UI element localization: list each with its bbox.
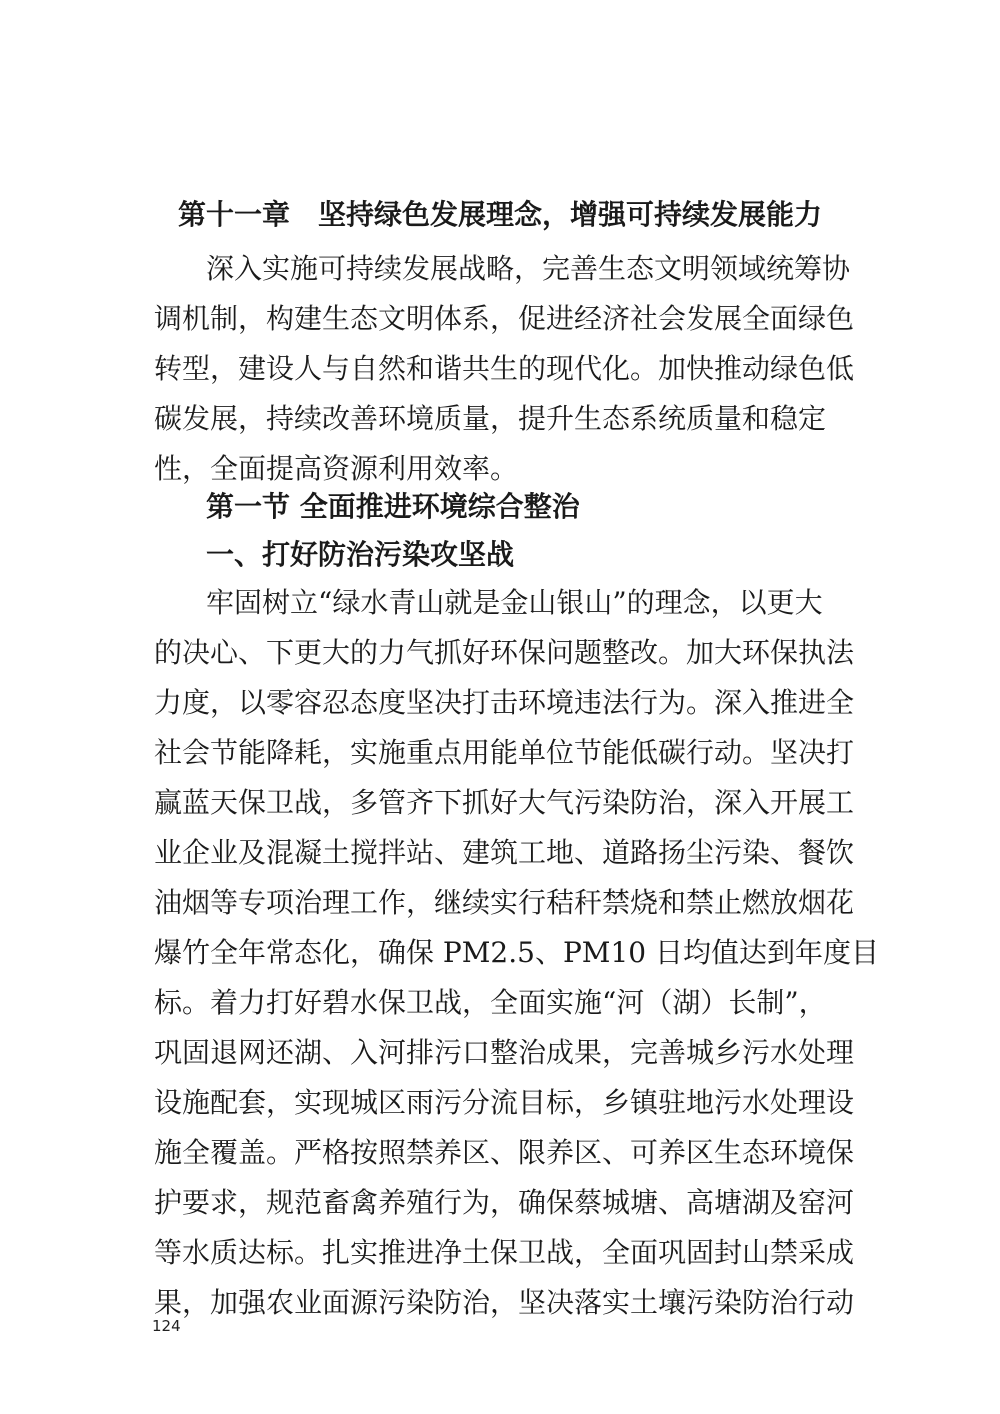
- paragraph-line: 等水质达标。扎实推进净土保卫战，全面巩固封山禁采成: [154, 1236, 855, 1269]
- paragraph-line: 护要求，规范畜禽养殖行为，确保蔡城塘、高塘湖及窑河: [154, 1186, 855, 1219]
- paragraph-line: 牢固树立“绿水青山就是金山银山”的理念，以更大: [206, 586, 823, 619]
- paragraph-line: 深入实施可持续发展战略，完善生态文明领域统筹协: [206, 252, 851, 285]
- paragraph-line: 力度，以零容忍态度坚决打击环境违法行为。深入推进全: [154, 686, 855, 719]
- paragraph-line: 性，全面提高资源利用效率。: [154, 452, 519, 485]
- paragraph-line: 碳发展，持续改善环境质量，提升生态系统质量和稳定: [154, 402, 827, 435]
- paragraph-line: 标。着力打好碧水保卫战，全面实施“河（湖）长制”，: [154, 986, 827, 1019]
- paragraph-line: 巩固退网还湖、入河排污口整治成果，完善城乡污水处理: [154, 1036, 855, 1069]
- paragraph-line: 赢蓝天保卫战，多管齐下抓好大气污染防治，深入开展工: [154, 786, 855, 819]
- paragraph-line: 调机制，构建生态文明体系，促进经济社会发展全面绿色: [154, 302, 855, 335]
- chapter-title: 第十一章 坚持绿色发展理念，增强可持续发展能力: [177, 198, 822, 231]
- paragraph-line: 转型，建设人与自然和谐共生的现代化。加快推动绿色低: [154, 352, 855, 385]
- paragraph-line: 油烟等专项治理工作，继续实行秸秆禁烧和禁止燃放烟花: [154, 886, 855, 919]
- paragraph-line: 爆竹全年常态化，确保 PM2.5、PM10 日均值达到年度目: [154, 936, 879, 969]
- subsection-title: 一、打好防治污染攻坚战: [206, 538, 515, 571]
- section-title: 第一节 全面推进环境综合整治: [206, 490, 580, 523]
- paragraph-line: 社会节能降耗，实施重点用能单位节能低碳行动。坚决打: [154, 736, 855, 769]
- paragraph-line: 果，加强农业面源污染防治，坚决落实土壤污染防治行动: [154, 1286, 855, 1319]
- paragraph-line: 设施配套，实现城区雨污分流目标，乡镇驻地污水处理设: [154, 1086, 855, 1119]
- paragraph-line: 施全覆盖。严格按照禁养区、限养区、可养区生态环境保: [154, 1136, 855, 1169]
- paragraph-line: 的决心、下更大的力气抓好环保问题整改。加大环保执法: [154, 636, 855, 669]
- page-number: 124: [152, 1317, 181, 1335]
- paragraph-line: 业企业及混凝土搅拌站、建筑工地、道路扬尘污染、餐饮: [154, 836, 855, 869]
